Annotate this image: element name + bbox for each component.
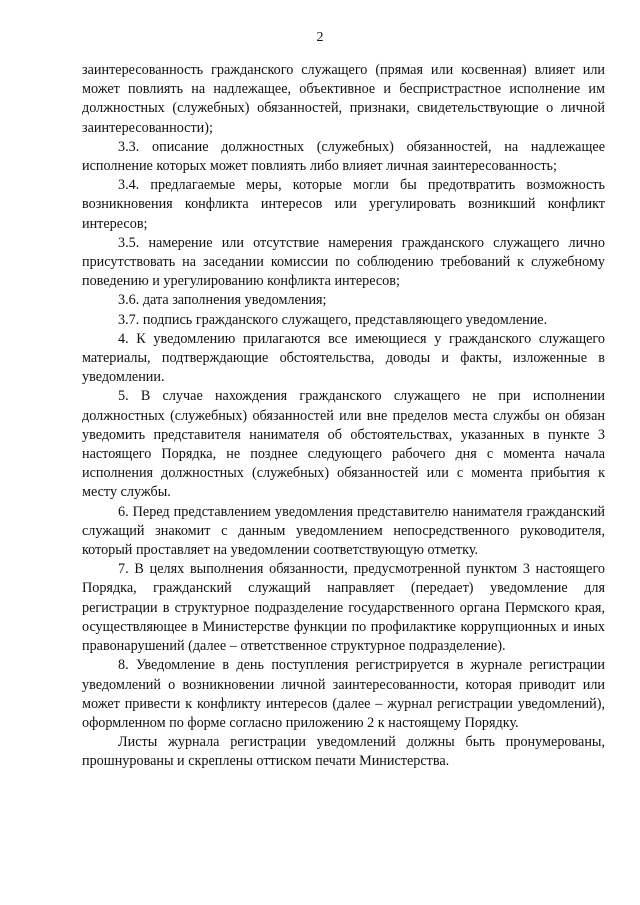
paragraph-3-7: 3.7. подпись гражданского служащего, представляющего уведомление. [118,311,548,328]
paragraph-7: 7. В целях выполнения обязанности, предусмотренной пунктом 3 настоящего Порядка, гражданский служащий направляет (передает) уведомление для регистрации в структурное подразделение государственного органа Пермского края, осуществляющее в Министерстве функции по профилактике коррупционных и иных правонарушений (далее – ответственное структурное подразделение). [82,561,605,655]
document-body [82,61,605,772]
page-number: 2 [316,30,324,45]
paragraph-3-5: 3.5. намерение или отсутствие намерения гражданского служащего лично присутствовать на заседании комиссии по соблюдению требований к служебному поведению и урегулированию конфликта интересов; [82,234,605,290]
paragraph-8: 8. Уведомление в день поступления регистрируется в журнале регистрации уведомлений о возникновении личной заинтересованности, которая приводит или может привести к конфликту интересов (далее – журнал регистрации уведомлений), оформленном по форме согласно приложению 2 к настоящему Порядку. [82,657,605,731]
paragraph-4: 4. К уведомлению прилагаются все имеющиеся у гражданского служащего материалы, подтверждающие обстоятельства, доводы и факты, изложенные в уведомлении. [82,330,605,386]
paragraph-continuation: заинтересованность гражданского служащего (прямая или косвенная) влияет или может повлиять на надлежащее, объективное и беспристрастное исполнение им должностных (служебных) обязанностей, признаки, свидетельствующие о личной заинтересованности); [82,62,605,136]
paragraph-8-journal-sheets: Листы журнала регистрации уведомлений должны быть пронумерованы, прошнурованы и скреплены оттиском печати Министерства. [82,734,605,770]
paragraph-6: 6. Перед представлением уведомления представителю нанимателя гражданский служащий знакомит с данным уведомлением непосредственного руководителя, который проставляет на уведомлении соответствующую отметку. [82,503,605,559]
paragraph-5: 5. В случае нахождения гражданского служащего не при исполнении должностных (служебных) обязанностей или вне пределов места службы он обязан уведомить представителя нанимателя об обстоятельствах, указанных в пункте 3 настоящего Порядка, не позднее следующего рабочего дня с момента начала исполнения должностных (служебных) обязанностей или с момента прибытия к месту службы. [82,388,605,501]
paragraph-3-4: 3.4. предлагаемые меры, которые могли бы предотвратить возможность возникновения конфликта интересов или урегулировать возникший конфликт интересов; [82,177,605,232]
paragraph-3-6: 3.6. дата заполнения уведомления; [118,292,327,309]
paragraph-3-3: 3.3. описание должностных (служебных) обязанностей, на надлежащее исполнение которых может повлиять либо влияет личная заинтересованность; [82,138,605,175]
